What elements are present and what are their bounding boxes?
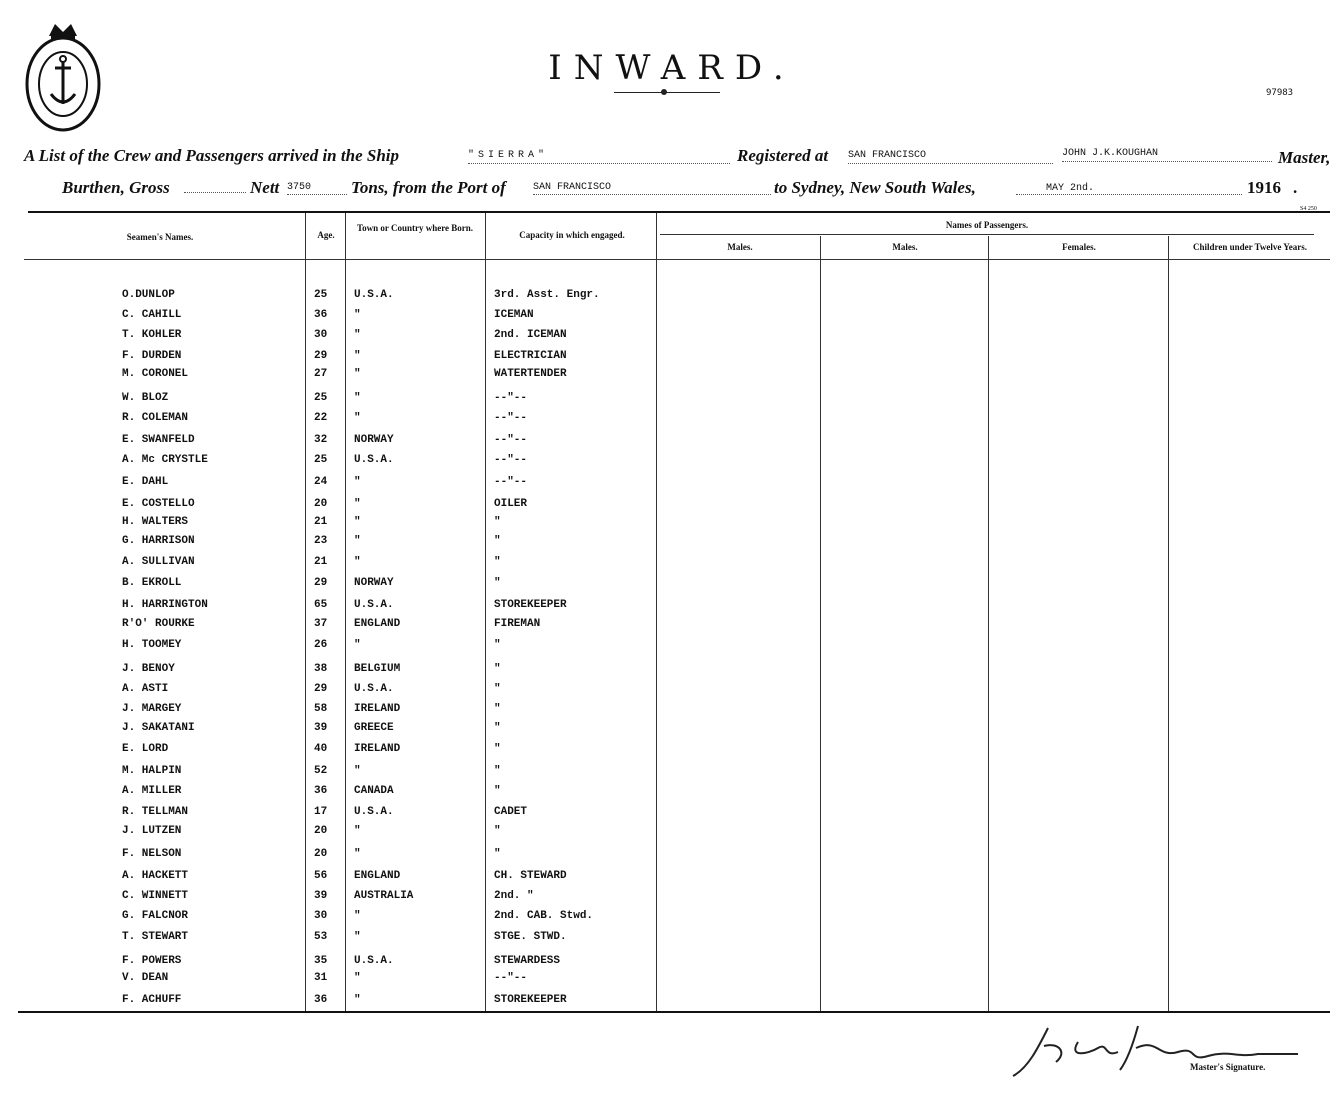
capacity: 2nd. CAB. Stwd. xyxy=(494,910,594,922)
capacity: --"-- xyxy=(494,412,528,424)
header-seamen-names: Seamen's Names. xyxy=(126,232,194,242)
seaman-age: 24 xyxy=(314,476,328,488)
seaman-age: 38 xyxy=(314,663,328,675)
seaman-name: J. SAKATANI xyxy=(122,722,195,734)
birthplace: " xyxy=(354,368,361,380)
capacity: " xyxy=(494,825,501,837)
capacity: " xyxy=(494,556,501,568)
seaman-age: 27 xyxy=(314,368,328,380)
seaman-age: 36 xyxy=(314,785,328,797)
capacity: ICEMAN xyxy=(494,309,534,321)
birthplace: U.S.A. xyxy=(354,289,394,301)
birthplace: U.S.A. xyxy=(354,683,394,695)
seaman-age: 65 xyxy=(314,599,328,611)
seaman-age: 39 xyxy=(314,890,328,902)
col-divider xyxy=(485,213,486,1011)
capacity: ELECTRICIAN xyxy=(494,350,567,362)
birthplace: U.S.A. xyxy=(354,955,394,967)
nett-label: Nett xyxy=(250,178,280,197)
capacity: 3rd. Asst. Engr. xyxy=(494,289,600,301)
col-divider xyxy=(1168,236,1169,1011)
birthplace: " xyxy=(354,392,361,404)
capacity: FIREMAN xyxy=(494,618,541,630)
birthplace: " xyxy=(354,972,361,984)
seaman-name: E. DAHL xyxy=(122,476,169,488)
master-signature xyxy=(1008,1018,1308,1082)
seaman-age: 20 xyxy=(314,498,328,510)
birthplace: NORWAY xyxy=(354,577,394,589)
seaman-age: 20 xyxy=(314,825,328,837)
seaman-age: 31 xyxy=(314,972,328,984)
capacity: STOREKEEPER xyxy=(494,994,567,1006)
seaman-name: W. BLOZ xyxy=(122,392,169,404)
capacity: --"-- xyxy=(494,454,528,466)
birthplace: " xyxy=(354,476,361,488)
arrival-year: 1916 xyxy=(1247,178,1281,197)
seaman-name: H. WALTERS xyxy=(122,516,189,528)
signature-label: Master's Signature. xyxy=(1190,1062,1266,1072)
capacity: STGE. STWD. xyxy=(494,931,567,943)
seaman-age: 40 xyxy=(314,743,328,755)
capacity: " xyxy=(494,663,501,675)
header-males-2: Males. xyxy=(892,242,918,252)
seaman-name: E. COSTELLO xyxy=(122,498,195,510)
capacity: STOREKEEPER xyxy=(494,599,567,611)
seaman-name: R'O' ROURKE xyxy=(122,618,195,630)
birthplace: CANADA xyxy=(354,785,394,797)
birthplace: " xyxy=(354,498,361,510)
tons-label: Tons, from the Port of xyxy=(351,178,506,197)
seaman-age: 25 xyxy=(314,454,328,466)
capacity: 2nd. ICEMAN xyxy=(494,329,567,341)
seaman-age: 22 xyxy=(314,412,328,424)
birthplace: U.S.A. xyxy=(354,806,394,818)
seaman-name: F. ACHUFF xyxy=(122,994,182,1006)
seaman-age: 56 xyxy=(314,870,328,882)
seaman-name: F. NELSON xyxy=(122,848,182,860)
birthplace: U.S.A. xyxy=(354,599,394,611)
birthplace: GREECE xyxy=(354,722,394,734)
capacity: CH. STEWARD xyxy=(494,870,567,882)
seaman-name: J. LUTZEN xyxy=(122,825,182,837)
birthplace: " xyxy=(354,309,361,321)
header-bottom-rule xyxy=(24,259,1330,260)
header-males-1: Males. xyxy=(727,242,753,252)
seaman-name: A. SULLIVAN xyxy=(122,556,195,568)
birthplace: AUSTRALIA xyxy=(354,890,414,902)
birthplace: IRELAND xyxy=(354,703,401,715)
capacity: WATERTENDER xyxy=(494,368,567,380)
seaman-age: 23 xyxy=(314,535,328,547)
gross-value xyxy=(184,192,246,193)
seaman-name: E. SWANFELD xyxy=(122,434,195,446)
header-children: Children under Twelve Years. xyxy=(1192,242,1307,252)
burthen-label: Burthen, Gross xyxy=(62,178,170,197)
capacity: --"-- xyxy=(494,392,528,404)
birthplace: " xyxy=(354,994,361,1006)
col-divider xyxy=(305,213,306,1011)
registered-label: Registered at xyxy=(737,146,829,165)
seaman-age: 35 xyxy=(314,955,328,967)
seaman-name: H. TOOMEY xyxy=(122,639,182,651)
col-divider xyxy=(656,213,657,1011)
master-label: Master, xyxy=(1278,148,1331,167)
title-rule xyxy=(614,92,720,93)
seaman-name: R. TELLMAN xyxy=(122,806,189,818)
birthplace: " xyxy=(354,765,361,777)
seaman-name: G. HARRISON xyxy=(122,535,195,547)
destination-label: to Sydney, New South Wales, xyxy=(774,178,976,197)
birthplace: " xyxy=(354,535,361,547)
seaman-name: B. EKROLL xyxy=(122,577,182,589)
reference-number: 97983 xyxy=(1266,88,1294,98)
header-town: Town or Country where Born. xyxy=(356,223,474,233)
seaman-age: 53 xyxy=(314,931,328,943)
birthplace: " xyxy=(354,825,361,837)
table-top-rule xyxy=(28,211,1330,213)
header-passengers: Names of Passengers. xyxy=(945,220,1029,230)
seaman-name: R. COLEMAN xyxy=(122,412,189,424)
seaman-age: 21 xyxy=(314,556,328,568)
birthplace: " xyxy=(354,350,361,362)
col-divider xyxy=(345,213,346,1011)
seaman-name: J. BENOY xyxy=(122,663,175,675)
birthplace: " xyxy=(354,639,361,651)
title-ornament xyxy=(661,89,667,95)
seaman-name: A. ASTI xyxy=(122,683,169,695)
seaman-name: O.DUNLOP xyxy=(122,289,175,301)
header-females: Females. xyxy=(1062,242,1096,252)
capacity: " xyxy=(494,765,501,777)
capacity: " xyxy=(494,722,501,734)
birthplace: ENGLAND xyxy=(354,870,401,882)
seaman-age: 36 xyxy=(314,309,328,321)
capacity: --"-- xyxy=(494,972,528,984)
seaman-name: A. MILLER xyxy=(122,785,182,797)
birthplace: " xyxy=(354,848,361,860)
seaman-age: 21 xyxy=(314,516,328,528)
seaman-name: C. CAHILL xyxy=(122,309,182,321)
col-divider xyxy=(988,236,989,1011)
registered-at: SAN FRANCISCO xyxy=(848,150,1053,164)
seaman-name: E. LORD xyxy=(122,743,169,755)
ship-name: "SIERRA" xyxy=(468,150,730,164)
seaman-name: V. DEAN xyxy=(122,972,169,984)
capacity: " xyxy=(494,703,501,715)
seaman-name: G. FALCNOR xyxy=(122,910,189,922)
seaman-age: 52 xyxy=(314,765,328,777)
header-capacity: Capacity in which engaged. xyxy=(519,230,625,240)
seaman-name: A. HACKETT xyxy=(122,870,189,882)
master-name: JOHN J.K.KOUGHAN xyxy=(1062,148,1272,162)
birthplace: IRELAND xyxy=(354,743,401,755)
capacity: " xyxy=(494,743,501,755)
capacity: OILER xyxy=(494,498,528,510)
capacity: " xyxy=(494,785,501,797)
capacity: CADET xyxy=(494,806,528,818)
header-age: Age. xyxy=(317,230,335,240)
seaman-name: F. DURDEN xyxy=(122,350,182,362)
capacity: " xyxy=(494,848,501,860)
form-number: S4 250 xyxy=(1300,206,1317,212)
capacity: --"-- xyxy=(494,434,528,446)
seaman-age: 30 xyxy=(314,910,328,922)
seaman-name: A. Mc CRYSTLE xyxy=(122,454,208,466)
list-heading: A List of the Crew and Passengers arrived in the Ship xyxy=(24,146,399,165)
seaman-name: J. MARGEY xyxy=(122,703,182,715)
capacity: --"-- xyxy=(494,476,528,488)
seaman-name: F. POWERS xyxy=(122,955,182,967)
port-of-departure: SAN FRANCISCO xyxy=(533,182,771,195)
seaman-name: M. HALPIN xyxy=(122,765,182,777)
table-bottom-rule xyxy=(18,1011,1330,1013)
line-end-period: . xyxy=(1293,178,1298,197)
seaman-age: 26 xyxy=(314,639,328,651)
seaman-age: 29 xyxy=(314,683,328,695)
seaman-age: 29 xyxy=(314,350,328,362)
capacity: STEWARDESS xyxy=(494,955,561,967)
seaman-age: 20 xyxy=(314,848,328,860)
birthplace: " xyxy=(354,556,361,568)
birthplace: " xyxy=(354,516,361,528)
col-divider xyxy=(820,236,821,1011)
birthplace: U.S.A. xyxy=(354,454,394,466)
birthplace: BELGIUM xyxy=(354,663,401,675)
capacity: " xyxy=(494,535,501,547)
seaman-age: 39 xyxy=(314,722,328,734)
seaman-name: T. KOHLER xyxy=(122,329,182,341)
seaman-name: H. HARRINGTON xyxy=(122,599,208,611)
seaman-age: 17 xyxy=(314,806,328,818)
birthplace: ENGLAND xyxy=(354,618,401,630)
birthplace: " xyxy=(354,931,361,943)
birthplace: " xyxy=(354,910,361,922)
seaman-age: 30 xyxy=(314,329,328,341)
seaman-name: C. WINNETT xyxy=(122,890,189,902)
capacity: " xyxy=(494,577,501,589)
seaman-name: M. CORONEL xyxy=(122,368,189,380)
page-title: INWARD. xyxy=(548,48,796,88)
seaman-age: 36 xyxy=(314,994,328,1006)
seaman-age: 32 xyxy=(314,434,328,446)
passengers-subheader-rule xyxy=(660,234,1314,235)
seaman-age: 25 xyxy=(314,289,328,301)
capacity: " xyxy=(494,683,501,695)
capacity: 2nd. " xyxy=(494,890,534,902)
nett-value: 3750 xyxy=(287,182,347,195)
birthplace: " xyxy=(354,329,361,341)
birthplace: NORWAY xyxy=(354,434,394,446)
arrival-date: MAY 2nd. xyxy=(1016,183,1242,195)
seaman-age: 29 xyxy=(314,577,328,589)
seaman-age: 37 xyxy=(314,618,328,630)
seaman-name: T. STEWART xyxy=(122,931,189,943)
capacity: " xyxy=(494,639,501,651)
capacity: " xyxy=(494,516,501,528)
birthplace: " xyxy=(354,412,361,424)
seaman-age: 58 xyxy=(314,703,328,715)
seaman-age: 25 xyxy=(314,392,328,404)
